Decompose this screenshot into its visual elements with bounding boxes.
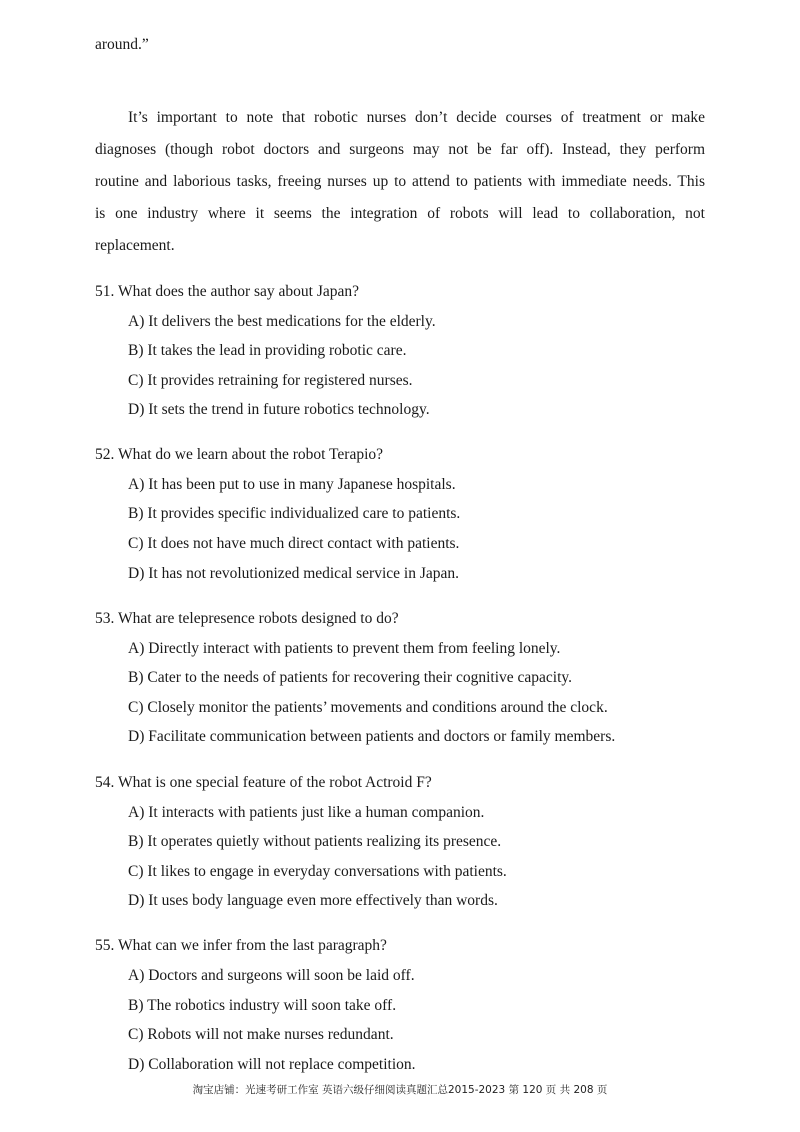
- paragraph-line: replacement.: [95, 237, 175, 254]
- answer-option: B) Cater to the needs of patients for recovering their cognitive capacity.: [128, 669, 573, 686]
- answer-option: C) It likes to engage in everyday conversations with patients.: [128, 863, 507, 880]
- answer-option: B) It operates quietly without patients realizing its presence.: [128, 833, 502, 850]
- paragraph-line: is one industry where it seems the integration of robots will lead to collaboration, not: [95, 205, 705, 222]
- answer-option: D) Facilitate communication between patients and doctors or family members.: [128, 728, 616, 745]
- paragraph-line: It’s important to note that robotic nurses don’t decide courses of treatment or make: [128, 109, 705, 126]
- answer-option: C) It does not have much direct contact with patients.: [128, 535, 460, 552]
- answer-option: C) Robots will not make nurses redundant.: [128, 1026, 394, 1043]
- answer-option: A) Directly interact with patients to prevent them from feeling lonely.: [128, 640, 561, 657]
- answer-option: D) It sets the trend in future robotics technology.: [128, 401, 430, 418]
- answer-option: D) It uses body language even more effectively than words.: [128, 892, 498, 909]
- answer-option: C) It provides retraining for registered nurses.: [128, 372, 413, 389]
- page-footer: 淘宝店铺：光速考研工作室 英语六级仔细阅读真题汇总2015-2023 第 120 页 共 208 页: [192, 1084, 608, 1096]
- answer-option: B) It takes the lead in providing robotic care.: [128, 342, 407, 359]
- answer-option: A) Doctors and surgeons will soon be laid off.: [128, 967, 415, 984]
- answer-option: A) It delivers the best medications for the elderly.: [128, 313, 436, 330]
- answer-option: D) It has not revolutionized medical service in Japan.: [128, 565, 459, 582]
- answer-option: B) The robotics industry will soon take off.: [128, 997, 397, 1014]
- paragraph-line: diagnoses (though robot doctors and surgeons may not be far off). Instead, they perform: [95, 141, 705, 158]
- paragraph-line: routine and laborious tasks, freeing nurses up to attend to patients with immediate needs. This: [95, 173, 705, 190]
- question-stem: 51. What does the author say about Japan?: [95, 283, 359, 300]
- answer-option: B) It provides specific individualized care to patients.: [128, 505, 461, 522]
- answer-option: A) It interacts with patients just like a human companion.: [128, 804, 485, 821]
- continuation-text: around.”: [95, 36, 149, 53]
- answer-option: C) Closely monitor the patients’ movements and conditions around the clock.: [128, 699, 608, 716]
- answer-option: A) It has been put to use in many Japanese hospitals.: [128, 476, 456, 493]
- question-stem: 54. What is one special feature of the robot Actroid F?: [95, 774, 432, 791]
- question-stem: 53. What are telepresence robots designed to do?: [95, 610, 399, 627]
- question-stem: 52. What do we learn about the robot Terapio?: [95, 446, 384, 463]
- answer-option: D) Collaboration will not replace competition.: [128, 1056, 416, 1073]
- question-stem: 55. What can we infer from the last paragraph?: [95, 937, 387, 954]
